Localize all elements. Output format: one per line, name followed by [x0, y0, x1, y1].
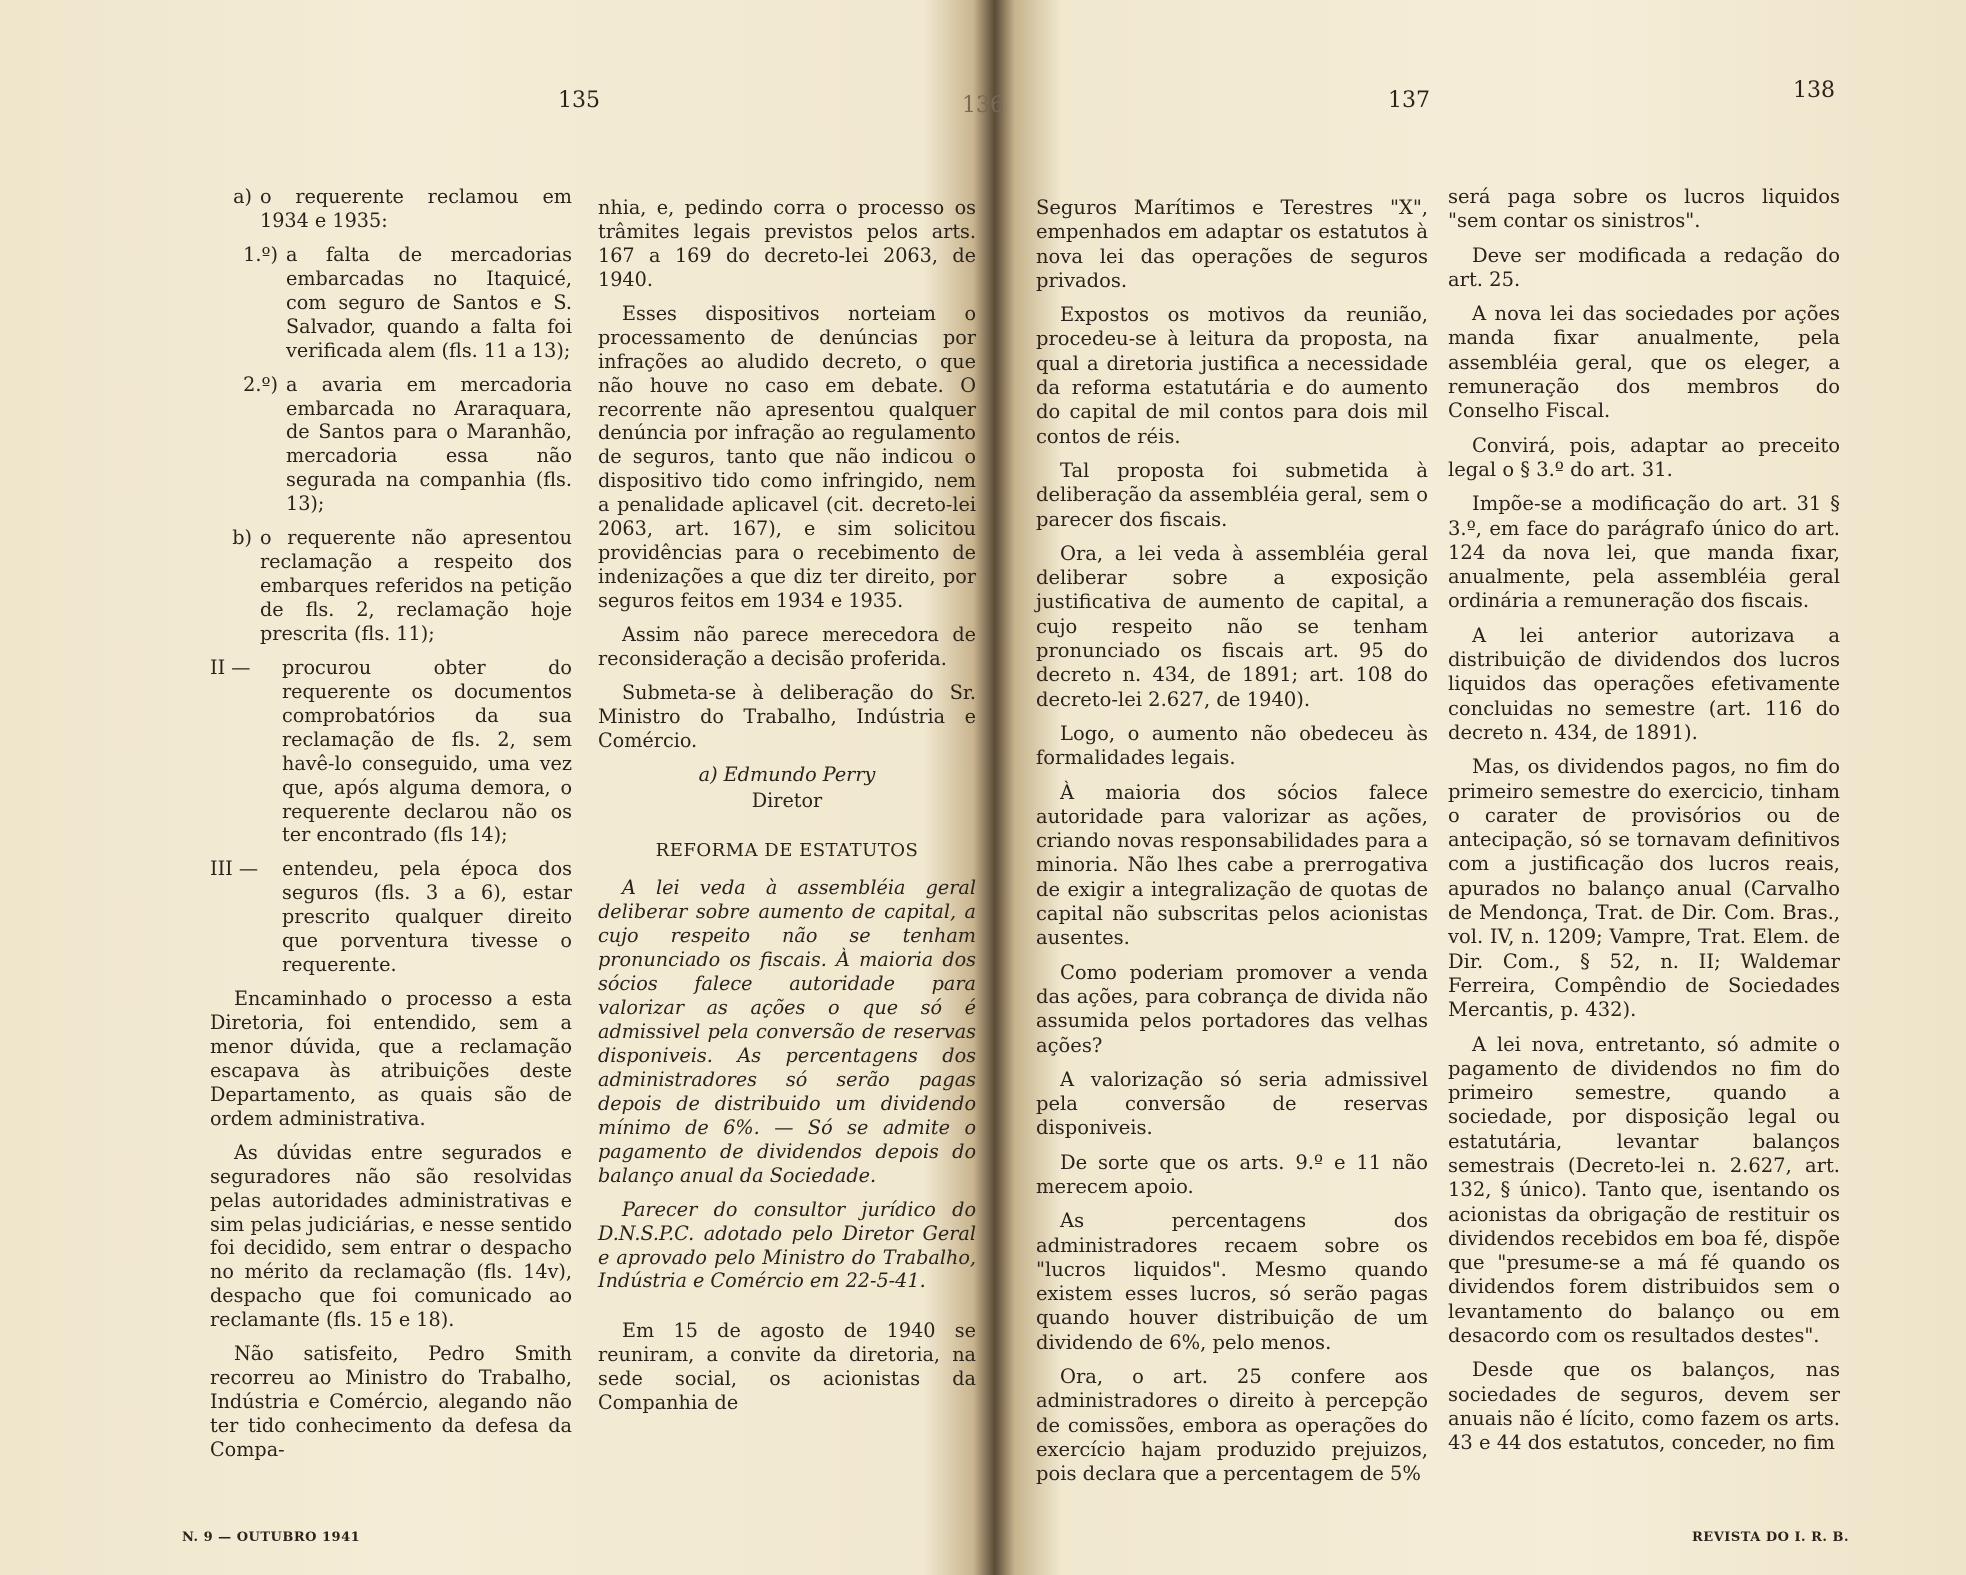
paragraph: Tal proposta foi submetida à deliberação da assembléia geral, sem o parecer dos fiscais. — [1036, 458, 1428, 531]
column-4 — [1448, 185, 1840, 1466]
list-item-a — [210, 185, 572, 233]
paragraph: Convirá, pois, adaptar ao preceito legal o § 3.º do art. 31. — [1448, 433, 1840, 481]
list-text: a falta de mercadorias embarcadas no Itaquicé, com seguro de Santos e S. Salvador, quando a falta foi verificada alem (fls. 11 a 13); — [286, 242, 572, 362]
list-text: o requerente reclamou em 1934 e 1935: — [260, 185, 572, 232]
list-label: II — — [210, 655, 251, 679]
paragraph: Ora, a lei veda à assembléia geral deliberar sobre a exposição justificativa de aumento de capital, a cujo respeito não se tenham pronunciado os fiscais art. 95 do decreto n. 434, de 1891; art. 108 do decreto-lei 2.627, de 1940). — [1036, 541, 1428, 711]
paragraph: Seguros Marítimos e Terestres "X", empenhados em adaptar os estatutos à nova lei das operações de seguros privados. — [1036, 196, 1428, 292]
column-3 — [1036, 196, 1428, 1497]
paragraph: Assim não parece merecedora de reconsideração a decisão proferida. — [598, 622, 976, 670]
paragraph: Como poderiam promover a venda das ações, para cobrança de divida não assumida pelos portadores das velhas ações? — [1036, 960, 1428, 1057]
paragraph: À maioria dos sócios falece autoridade para valorizar as ações, criando novas responsabilidades para a minoria. Não lhes cabe a prerrogativa de exigir a integralização de quotas de capital não subscritas pelos acionistas ausentes. — [1036, 780, 1428, 950]
page-number-138: 138 — [1793, 78, 1835, 103]
paragraph: Desde que os balanços, nas sociedades de seguros, devem ser anuais não é lícito, como fazem os arts. 43 e 44 dos estatutos, conceder, no fim — [1448, 1358, 1840, 1455]
paragraph: Em 15 de agosto de 1940 se reuniram, a convite da diretoria, na sede social, os acionistas da Companhia de — [598, 1319, 976, 1415]
paragraph: As percentagens dos administradores recaem sobre os "lucros liquidos". Mesmo quando existem esses lucros, só serão pagas quando houver distribuição de um dividendo de 6%, pelo menos. — [1036, 1209, 1428, 1354]
list-label: III — — [210, 857, 259, 881]
signature-title: Diretor — [751, 788, 823, 812]
column-1 — [210, 185, 572, 1472]
list-label: a) — [233, 185, 252, 208]
paragraph: Deve ser modificada a redação do art. 25. — [1448, 243, 1840, 291]
paragraph: De sorte que os arts. 9.º e 11 não merecem apoio. — [1036, 1150, 1428, 1198]
page-number-137: 137 — [1388, 88, 1430, 113]
list-item-2 — [210, 373, 572, 517]
list-item-b — [210, 526, 572, 646]
list-label: b) — [232, 526, 252, 550]
paragraph: Mas, os dividendos pagos, no fim do primeiro semestre do exercicio, tinham o carater de provisórios ou de antecipação, só se tornavam definitivos com a justificação dos lucros reais, apurados no balanço anual (Carvalho de Mendonça, Trat. de Dir. Com. Bras., vol. IV, n. 1209; Vampre, Trat. Elem. de Dir. Com., § 52, n. II; Waldemar Ferreira, Compêndio de Sociedades Mercantis, p. 432). — [1448, 755, 1840, 1022]
list-item-1 — [210, 243, 572, 363]
list-text: entendeu, pela época dos seguros (fls. 3 a 6), estar prescrito qualquer direito que porventura tivesse o requerente. — [282, 857, 572, 977]
paragraph: A nova lei das sociedades por ações manda fixar anualmente, pela assembléia geral, que os eleger, a remuneração dos membros do Conselho Fiscal. — [1448, 302, 1840, 423]
note-paragraph: Parecer do consultor jurídico do D.N.S.P.C. adotado pelo Diretor Geral e aprovado pelo Ministro do Trabalho, Indústria e Comércio em 22-5-41. — [598, 1197, 976, 1293]
list-label: 1.º) — [243, 242, 278, 266]
paragraph: Submeta-se à deliberação do Sr. Ministro do Trabalho, Indústria e Comércio. — [598, 680, 976, 752]
paragraph: As dúvidas entre segurados e seguradores não são resolvidas pelas autoridades administrativas e sim pelas judiciárias, e nesse sentido foi decidido, sem entrar o despacho no mérito da reclamação (fls. 14v), despacho que foi comunicado ao reclamante (fls. 15 e 18). — [210, 1140, 572, 1332]
list-text: procurou obter do requerente os documentos comprobatórios da sua reclamação de fls. 2, sem havê-lo conseguido, uma vez que, após alguma demora, o requerente declarou não os ter encontrado (fls 14); — [282, 655, 572, 847]
section-heading: REFORMA DE ESTATUTOS — [655, 839, 919, 861]
footer-issue: N. 9 — OUTUBRO 1941 — [182, 1530, 361, 1545]
list-text: a avaria em mercadoria embarcada no Araraquara, de Santos para o Maranhão, mercadoria essa não segurada na companhia (fls. 13); — [286, 372, 572, 516]
paragraph: A valorização só seria admissivel pela conversão de reservas disponiveis. — [1036, 1067, 1428, 1140]
list-text: o requerente não apresentou reclamação a respeito dos embarques referidos na petição de fls. 2, reclamação hoje prescrita (fls. 11); — [260, 526, 572, 645]
list-label: 2.º) — [243, 372, 278, 396]
column-2 — [598, 196, 976, 1425]
paragraph: Impõe-se a modificação do art. 31 § 3.º, em face do parágrafo único do art. 124 da nova lei, que manda fixar, anualmente, pela assembléia geral ordinária a remuneração dos fiscais. — [1448, 492, 1840, 613]
paragraph: Ora, o art. 25 confere aos administradores o direito à percepção de comissões, embora as operações do exercício hajam produzido prejuizos, pois declara que a percentagem de 5% — [1036, 1365, 1428, 1486]
paragraph: Logo, o aumento não obedeceu às formalidades legais. — [1036, 721, 1428, 770]
paragraph: Expostos os motivos da reunião, procedeu-se à leitura da proposta, na qual a diretoria justifica a necessidade da reforma estatutária e do aumento do capital de mil contos para dois mil contos de réis. — [1036, 303, 1428, 448]
page-number-136: 136 — [962, 93, 1004, 118]
paragraph: A lei nova, entretanto, só admite o pagamento de dividendos no fim do primeiro semestre, quando a sociedade, por disposição legal ou estatutária, levantar balanços semestrais (Decreto-lei n. 2.627, art. 132, § único). Tanto que, isentando os acionistas da obrigação de restituir os dividendos recebidos em boa fé, dispõe que "presume-se a má fé quando os dividendos forem distribuidos sem o levantamento do balanço ou em desacordo com os resultados destes". — [1448, 1032, 1840, 1348]
paragraph: nhia, e, pedindo corra o processo os trâmites legais previstos pelos arts. 167 a 169 do decreto-lei 2063, de 1940. — [598, 196, 976, 291]
paragraph: Esses dispositivos norteiam o processamento de denúncias por infrações ao aludido decreto, o que não houve no caso em debate. O recorrente não apresentou qualquer denúncia por infração ao regulamento de seguros, tanto que não indicou o dispositivo tido como infringido, nem a penalidade aplicavel (cit. decreto-lei 2063, art. 167), e sim solicitou providências para o recebimento de indenizações a que diz ter direito, por seguros feitos em 1934 e 1935. — [598, 301, 976, 612]
signature: a) Edmundo Perry — [698, 762, 876, 786]
summary-paragraph: A lei veda à assembléia geral deliberar sobre aumento de capital, a cujo respeito não se tenham pronunciado os fiscais. À maioria dos sócios falece autoridade para valorizar as ações o que só é admissivel pela conversão de reservas disponiveis. As percentagens dos administradores só serão pagas depois de distribuido um dividendo mínimo de 6%. — Só se admite o pagamento de dividendos depois do balanço anual da Sociedade. — [598, 876, 976, 1187]
page-number-135: 135 — [558, 88, 600, 113]
paragraph: Encaminhado o processo a esta Diretoria, foi entendido, sem a menor dúvida, que a reclamação escapava às atribuições deste Departamento, as quais são de ordem administrativa. — [210, 987, 572, 1130]
list-item-iii — [210, 857, 572, 977]
list-item-ii — [210, 656, 572, 848]
footer-journal: REVISTA DO I. R. B. — [1692, 1530, 1849, 1545]
paragraph: Não satisfeito, Pedro Smith recorreu ao Ministro do Trabalho, Indústria e Comércio, alegando não ter tido conhecimento da defesa da Compa- — [210, 1342, 572, 1461]
paragraph: será paga sobre os lucros liquidos "sem contar os sinistros". — [1448, 185, 1840, 233]
paragraph: A lei anterior autorizava a distribuição de dividendos dos lucros liquidos das operações efetivamente concluidas no semestre (art. 116 do decreto n. 434, de 1891). — [1448, 623, 1840, 744]
